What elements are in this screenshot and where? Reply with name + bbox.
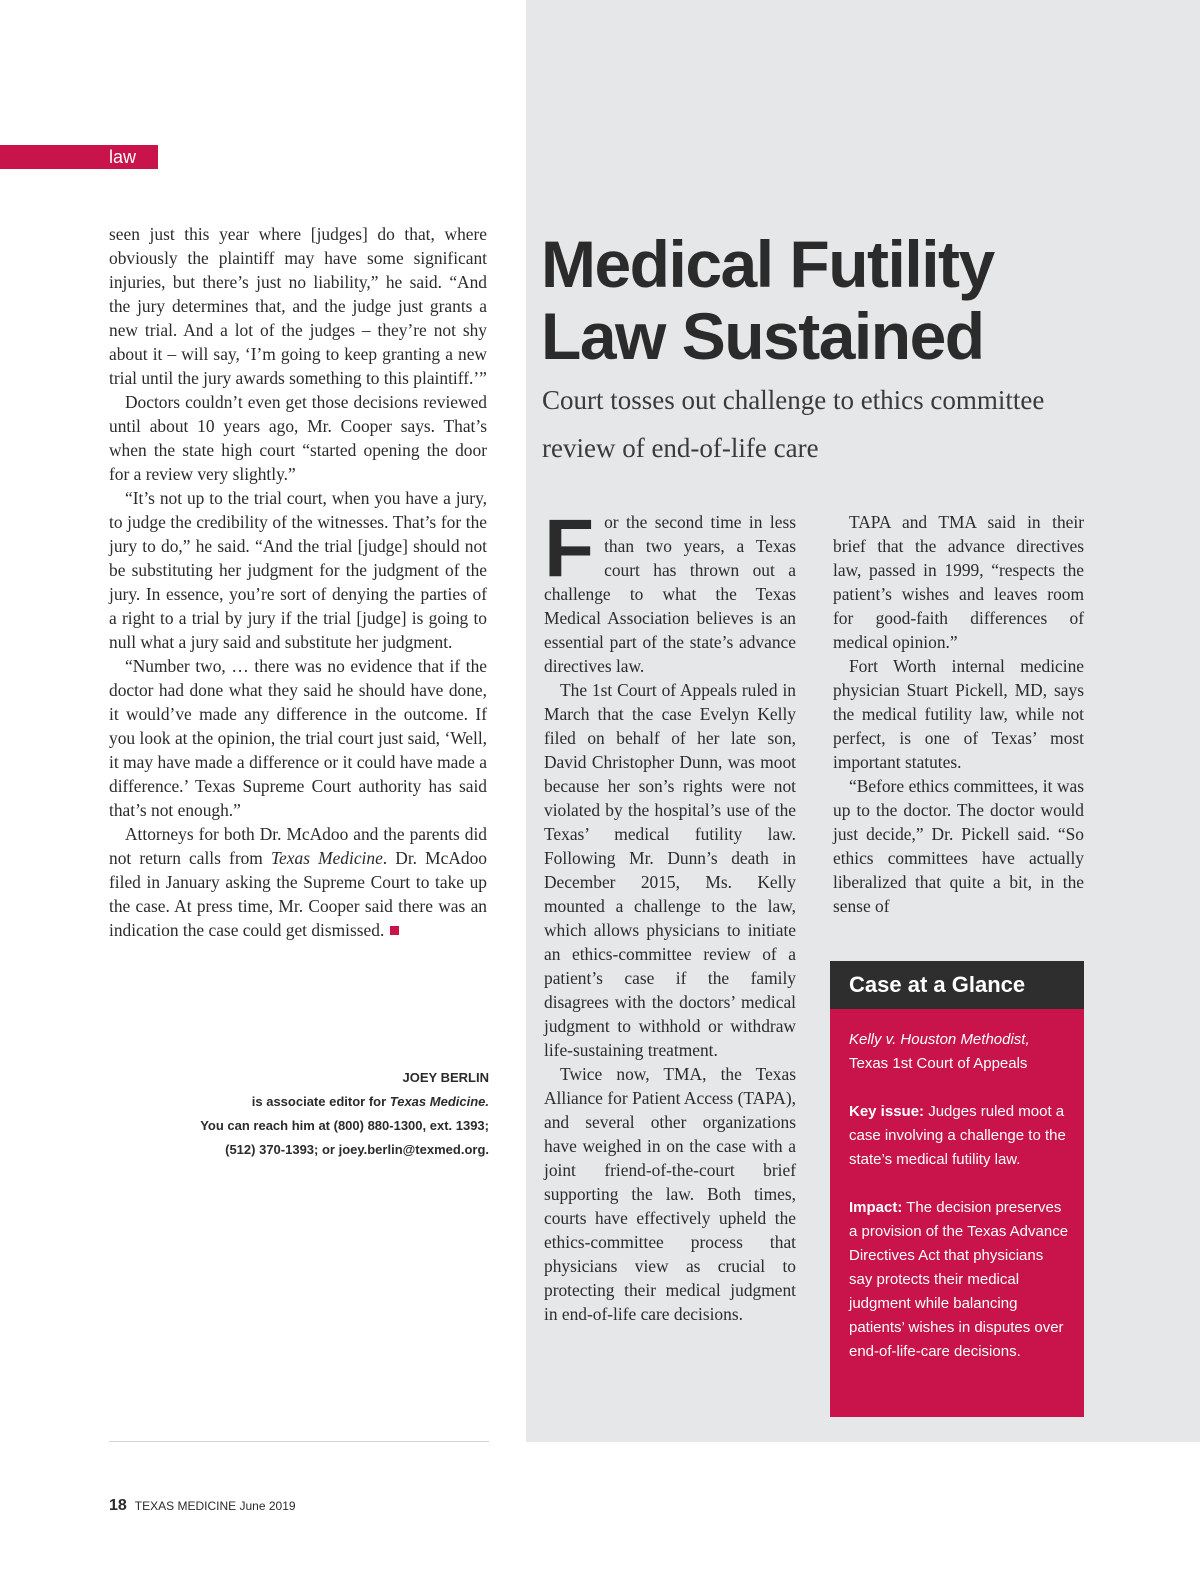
- headline-line-2: Law Sustained: [541, 299, 984, 373]
- paragraph: seen just this year where [judges] do that, where obviously the plaintiff may have some significant injuries, but there’s just no liability,” he said. “And the jury determines that, and the judge just grants a new trial. And a lot of the judges – they’re not shy about it – will say, ‘I’m going to keep granting a new trial until the jury awards something to this plaintiff.’”: [109, 224, 487, 388]
- paragraph: Doctors couldn’t even get those decisions reviewed until about 10 years ago, Mr. Cooper says. That’s when the state high court “started opening the door for a review very slightly.”: [109, 392, 487, 484]
- paragraph: “It’s not up to the trial court, when you have a jury, to judge the credibility of the witnesses. That’s for the jury to do,” he said. “And the trial [judge] should not be substituting her judgment for the judgment of the jury. In essence, you’re sort of denying the parties of a right to a trial by jury if the trial [judge] is going to null what a jury said and substitute her judgment.: [109, 488, 487, 652]
- author-byline: [109, 1066, 489, 1162]
- paragraph: The 1st Court of Appeals ruled in March that the case Evelyn Kelly filed on behalf of her late son, David Christopher Dunn, was moot because her son’s rights were not violated by the hospital’s use of the Texas’ medical futility law. Following Mr. Dunn’s death in December 2015, Ms. Kelly mounted a challenge to the law, which allows physicians to initiate an ethics-committee review of a patient’s case if the family disagrees with the doctors’ medical judgment to withhold or withdraw life-sustaining treatment.: [544, 680, 796, 1060]
- impact: Impact: The decision preserves a provision of the Texas Advance Directives Act that physicians say protects their medical judgment while balancing patients’ wishes in disputes over end-of-life-care decisions.: [849, 1199, 1069, 1360]
- article-headline: [541, 228, 1181, 372]
- section-tag: law: [0, 145, 158, 169]
- author-name: JOEY BERLIN: [402, 1070, 489, 1085]
- column-divider-rule: [109, 1441, 489, 1442]
- author-role: is associate editor for Texas Medicine.: [251, 1094, 489, 1109]
- article-column-1: [544, 503, 796, 1326]
- paragraph: Fort Worth internal medicine physician Stuart Pickell, MD, says the medical futility law, while not perfect, is one of Texas’ most important statutes.: [833, 656, 1084, 772]
- case-at-a-glance-box: [830, 961, 1084, 1417]
- headline-line-1: Medical Futility: [541, 227, 994, 301]
- previous-article-column: [109, 222, 487, 942]
- paragraph: Twice now, TMA, the Texas Alliance for Patient Access (TAPA), and several other organizations have weighed in on the case with a joint friend-of-the-court brief supporting the law. Both times, courts have effectively upheld the ethics-committee process that physicians view as crucial to protecting their medical judgment in end-of-life care decisions.: [544, 1064, 796, 1324]
- page-footer: [109, 1494, 296, 1518]
- paragraph: “Before ethics committees, it was up to the doctor. The doctor would just decide,” Dr. Pickell said. “So ethics committees have actually liberalized that quite a bit, in the sense of: [833, 776, 1084, 916]
- end-of-story-mark: [390, 926, 399, 935]
- article-dek: Court tosses out challenge to ethics committee review of end-of-life care: [542, 385, 1045, 463]
- paragraph: TAPA and TMA said in their brief that the advance directives law, passed in 1999, “respects the patient’s wishes and leaves room for good-faith differences of medical opinion.”: [833, 512, 1084, 652]
- opening-paragraph: For the second time in less than two years, a Texas court has thrown out a challenge to what the Texas Medical Association believes is an essential part of the state’s advance directives law.: [544, 503, 796, 676]
- page-number: 18: [109, 1497, 127, 1514]
- case-at-a-glance-body: [830, 1009, 1084, 1364]
- issue-date: June 2019: [239, 1499, 296, 1513]
- key-issue: Key issue: Judges ruled moot a case involving a challenge to the state’s medical futility law.: [849, 1103, 1066, 1168]
- article-column-2: [833, 510, 1084, 918]
- author-contact-line-2: (512) 370-1393; or joey.berlin@texmed.org.: [225, 1142, 489, 1157]
- drop-cap: F: [544, 503, 595, 594]
- closing-paragraph: Attorneys for both Dr. McAdoo and the parents did not return calls from Texas Medicine. Dr. McAdoo filed in January asking the Supreme Court to take up the case. At press time, Mr. Cooper said there was an indication the case could get dismissed.: [109, 824, 487, 940]
- publication-name: TEXAS MEDICINE: [134, 1499, 237, 1513]
- case-citation: Kelly v. Houston Methodist, Texas 1st Court of Appeals: [849, 1031, 1030, 1072]
- author-contact-line-1: You can reach him at (800) 880-1300, ext. 1393;: [200, 1118, 489, 1133]
- case-at-a-glance-title: Case at a Glance: [830, 961, 1084, 1009]
- paragraph: “Number two, … there was no evidence that if the doctor had done what they said he should have done, it would’ve made any difference in the outcome. If you look at the opinion, the trial court just said, ‘Well, it may have made a difference or it could have made a difference.’ Texas Supreme Court authority has said that’s not enough.”: [109, 656, 487, 820]
